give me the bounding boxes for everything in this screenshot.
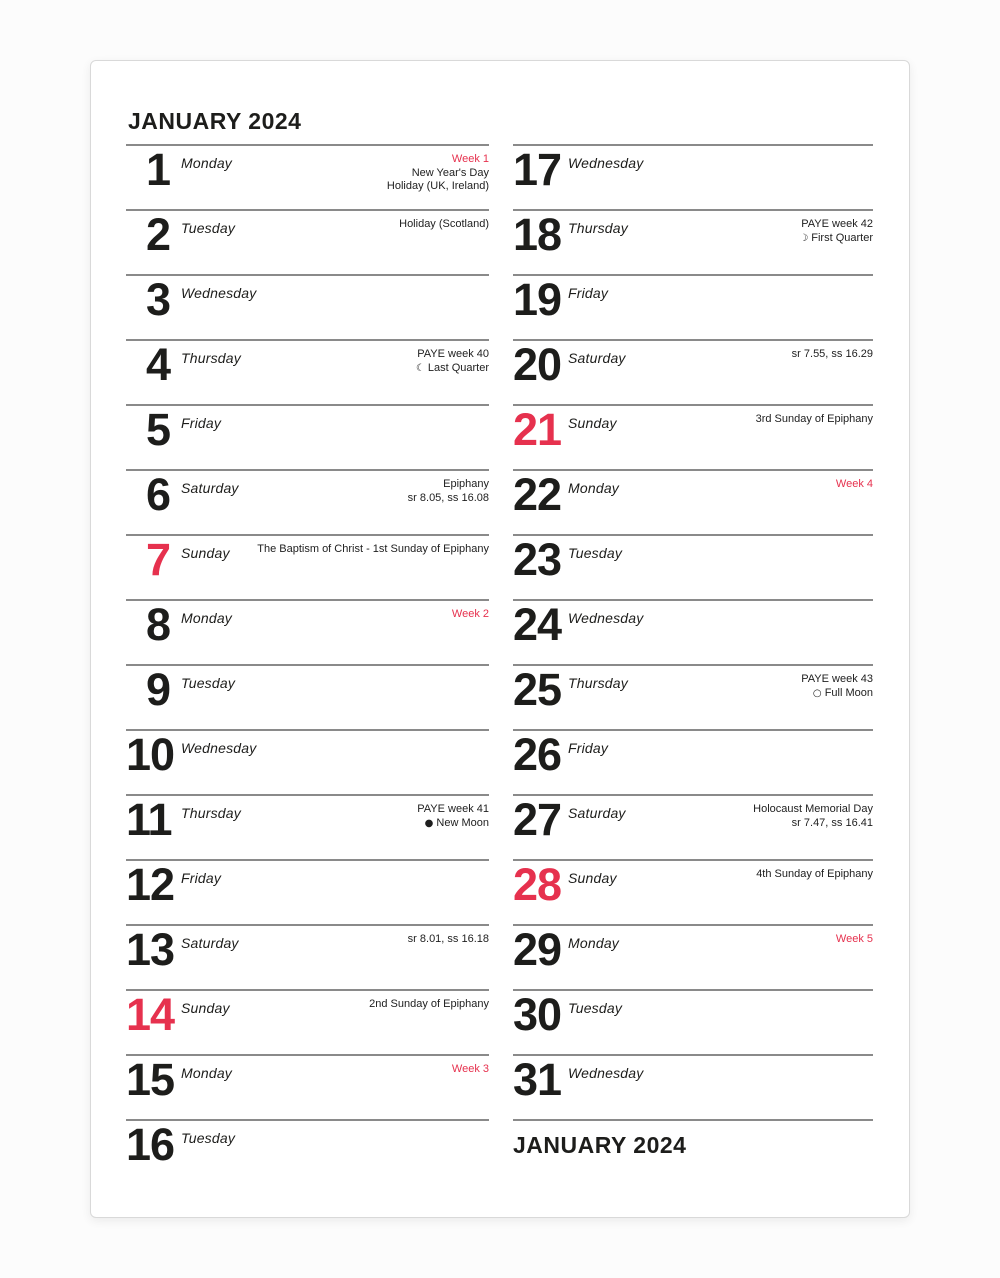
- day-notes: [608, 276, 873, 283]
- day-notes: [232, 146, 489, 194]
- day-row: [126, 534, 489, 599]
- day-row: [513, 404, 873, 469]
- day-notes: [622, 536, 873, 543]
- day-number: 16: [126, 1119, 175, 1170]
- day-note: 3rd Sunday of Epiphany: [755, 413, 873, 425]
- day-note: sr 7.47, ss 16.41: [791, 816, 873, 829]
- day-number: 27: [513, 794, 562, 845]
- week-label: Week 3: [451, 1063, 489, 1075]
- day-notes: [241, 341, 489, 375]
- day-row: [126, 729, 489, 794]
- day-note: Epiphany: [443, 478, 489, 490]
- day-note: 2nd Sunday of Epiphany: [369, 998, 489, 1010]
- day-notes: [256, 276, 489, 283]
- day-number: 5: [145, 404, 170, 455]
- footer-block: [513, 1119, 873, 1159]
- day-row: [126, 404, 489, 469]
- day-name: Thursday: [568, 220, 628, 236]
- last-quarter-moon-icon: ☾: [415, 362, 425, 374]
- day-notes: [643, 1056, 873, 1063]
- day-notes: [628, 666, 873, 700]
- week-label: Week 2: [451, 608, 489, 620]
- week-label: Week 1: [451, 153, 489, 165]
- day-name: Saturday: [181, 935, 239, 951]
- day-name: Monday: [181, 610, 233, 626]
- day-name: Monday: [181, 1065, 233, 1081]
- day-name: Saturday: [181, 480, 239, 496]
- diary-page: [90, 60, 910, 1218]
- day-note: New Year's Day: [411, 166, 489, 179]
- day-notes: [256, 731, 489, 738]
- day-notes: [235, 666, 489, 673]
- day-name: Thursday: [181, 350, 241, 366]
- day-row: [513, 859, 873, 924]
- day-name: Thursday: [181, 805, 241, 821]
- day-row: [126, 144, 489, 209]
- day-notes: [617, 406, 873, 427]
- day-name: Tuesday: [568, 1000, 623, 1016]
- day-notes: [608, 731, 873, 738]
- day-row: [126, 209, 489, 274]
- day-number: 2: [145, 209, 170, 260]
- day-notes: [232, 1056, 489, 1077]
- day-notes: [239, 471, 489, 505]
- day-row: [513, 339, 873, 404]
- day-note: The Baptism of Christ - 1st Sunday of Epiphany: [257, 543, 489, 555]
- day-number: 31: [513, 1054, 562, 1105]
- day-row: [513, 794, 873, 859]
- day-number: 15: [126, 1054, 175, 1105]
- day-note: ○ Full Moon: [812, 686, 873, 699]
- day-row: [513, 144, 873, 209]
- day-number: 30: [513, 989, 562, 1040]
- day-note: ☽ First Quarter: [799, 231, 873, 244]
- day-notes: [230, 536, 489, 557]
- day-number: 24: [513, 599, 562, 650]
- day-row: [126, 339, 489, 404]
- day-note: Holiday (Scotland): [399, 218, 489, 230]
- day-note: PAYE week 41: [417, 803, 489, 815]
- day-notes: [643, 146, 873, 153]
- day-number: 12: [126, 859, 175, 910]
- day-name: Sunday: [568, 870, 617, 886]
- day-row: [126, 1054, 489, 1119]
- day-number: 8: [145, 599, 170, 650]
- day-number: 6: [145, 469, 170, 520]
- day-row: [126, 599, 489, 664]
- day-number: 17: [513, 144, 562, 195]
- day-notes: [622, 991, 873, 998]
- day-note: sr 8.01, ss 16.18: [407, 933, 489, 945]
- day-row: [126, 469, 489, 534]
- day-row: [126, 989, 489, 1054]
- day-notes: [232, 601, 489, 622]
- day-number: 25: [513, 664, 562, 715]
- page-title: JANUARY 2024: [128, 108, 302, 134]
- day-number: 28: [513, 859, 562, 910]
- page-title-bottom: JANUARY 2024: [513, 1132, 687, 1158]
- day-name: Saturday: [568, 350, 626, 366]
- day-name: Monday: [568, 480, 620, 496]
- day-number: 9: [145, 664, 170, 715]
- day-notes: [643, 601, 873, 608]
- day-name: Thursday: [568, 675, 628, 691]
- day-note: PAYE week 42: [801, 218, 873, 230]
- day-name: Sunday: [181, 1000, 230, 1016]
- day-number: 18: [513, 209, 562, 260]
- day-row: [126, 924, 489, 989]
- day-number: 1: [145, 144, 170, 195]
- day-notes: [235, 211, 489, 232]
- day-note: Holocaust Memorial Day: [753, 803, 873, 815]
- day-number: 22: [513, 469, 562, 520]
- day-name: Wednesday: [568, 1065, 644, 1081]
- day-row: [513, 729, 873, 794]
- day-notes: [221, 406, 489, 413]
- full-moon-icon: ○: [812, 687, 822, 699]
- day-number: 23: [513, 534, 562, 585]
- day-name: Wednesday: [181, 740, 257, 756]
- day-note: ☾ Last Quarter: [415, 361, 489, 374]
- day-name: Monday: [568, 935, 620, 951]
- day-name: Tuesday: [568, 545, 623, 561]
- first-quarter-moon-icon: ☽: [799, 232, 809, 244]
- day-row: [513, 209, 873, 274]
- day-row: [513, 599, 873, 664]
- day-name: Friday: [181, 870, 222, 886]
- day-note: PAYE week 40: [417, 348, 489, 360]
- day-note: sr 7.55, ss 16.29: [791, 348, 873, 360]
- day-name: Friday: [568, 740, 609, 756]
- day-row: [126, 1119, 489, 1184]
- day-number: 3: [145, 274, 170, 325]
- day-name: Tuesday: [181, 1130, 236, 1146]
- day-number: 21: [513, 404, 562, 455]
- day-note: sr 8.05, ss 16.08: [407, 491, 489, 504]
- day-number: 7: [145, 534, 170, 585]
- day-name: Sunday: [568, 415, 617, 431]
- day-name: Wednesday: [181, 285, 257, 301]
- day-row: [513, 664, 873, 729]
- day-row: [513, 274, 873, 339]
- day-number: 26: [513, 729, 562, 780]
- day-name: Friday: [181, 415, 222, 431]
- day-name: Friday: [568, 285, 609, 301]
- day-name: Monday: [181, 155, 233, 171]
- day-name: Tuesday: [181, 675, 236, 691]
- week-label: Week 4: [835, 478, 873, 490]
- day-row: [126, 859, 489, 924]
- day-notes: [239, 926, 489, 947]
- day-note: 4th Sunday of Epiphany: [756, 868, 873, 880]
- day-row: [126, 664, 489, 729]
- day-row: [513, 1054, 873, 1119]
- right-day-column: [513, 144, 873, 1159]
- day-number: 20: [513, 339, 562, 390]
- new-moon-icon: ●: [424, 817, 434, 829]
- day-notes: [626, 796, 873, 830]
- day-notes: [619, 471, 873, 492]
- day-number: 10: [126, 729, 175, 780]
- day-notes: [617, 861, 873, 882]
- day-row: [126, 794, 489, 859]
- day-notes: [235, 1121, 489, 1128]
- day-row: [513, 924, 873, 989]
- day-row: [513, 469, 873, 534]
- day-notes: [221, 861, 489, 868]
- week-label: Week 5: [835, 933, 873, 945]
- day-notes: [626, 341, 873, 362]
- day-number: 14: [126, 989, 175, 1040]
- day-row: [513, 534, 873, 599]
- day-name: Tuesday: [181, 220, 236, 236]
- left-day-column: [126, 144, 489, 1184]
- day-number: 19: [513, 274, 562, 325]
- day-name: Saturday: [568, 805, 626, 821]
- day-number: 29: [513, 924, 562, 975]
- day-name: Wednesday: [568, 610, 644, 626]
- day-note: Holiday (UK, Ireland): [386, 180, 489, 192]
- day-name: Wednesday: [568, 155, 644, 171]
- day-name: Sunday: [181, 545, 230, 561]
- day-notes: [230, 991, 489, 1012]
- day-number: 4: [145, 339, 170, 390]
- day-notes: [619, 926, 873, 947]
- day-notes: [241, 796, 489, 830]
- day-row: [126, 274, 489, 339]
- day-notes: [628, 211, 873, 245]
- day-note: ● New Moon: [424, 816, 489, 829]
- day-number: 13: [126, 924, 175, 975]
- day-note: PAYE week 43: [801, 673, 873, 685]
- day-number: 11: [126, 794, 172, 845]
- day-row: [513, 989, 873, 1054]
